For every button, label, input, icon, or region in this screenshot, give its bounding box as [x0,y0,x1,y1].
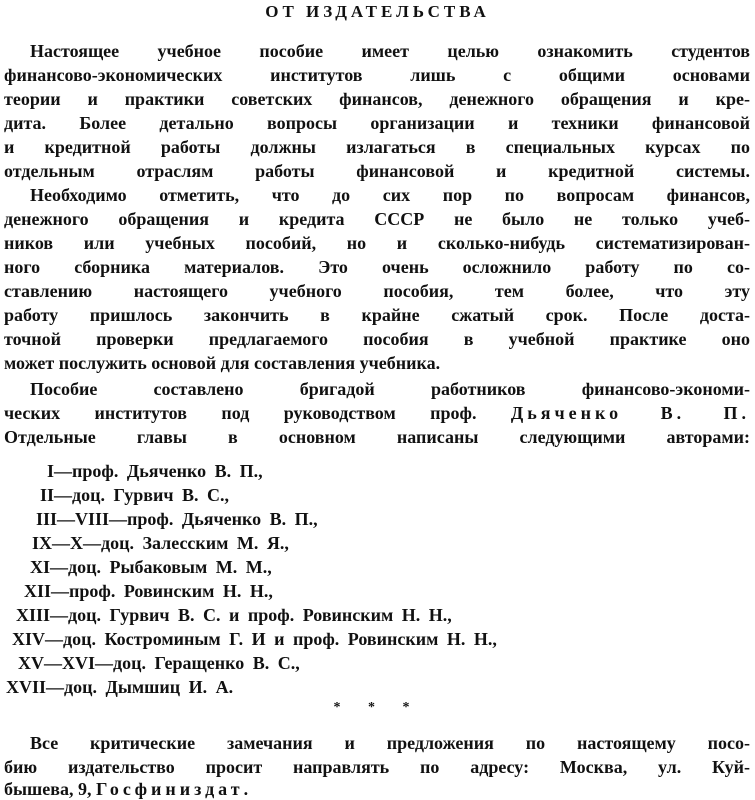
paragraph-2-line-3: ников или учебных пособий, но и сколько-нибудь систематизирован- [4,233,750,253]
page-title: ОТ ИЗДАТЕЛЬСТВА [265,2,490,21]
paragraph-1-line-1: Настоящее учебное пособие имеет целью ознакомить студентов [30,41,750,61]
paragraph-2-line-6: работу пришлось закончить в крайне сжатый срок. После доста- [4,305,750,325]
closing-line-3 [4,778,750,800]
paragraph-3-line-3: Отдельные главы в основном написаны следующими авторами: [4,427,750,447]
closing-period: . [243,779,249,799]
author-item: II—доц. Гурвич В. С., [40,485,230,505]
paragraph-1-line-3: теории и практики советских финансов, денежного обращения и кре- [4,89,750,109]
paragraph-1-line-5: и кредитной работы должны излагаться в специальных курсах по [4,137,750,157]
paragraph-1-line-6: отдельным отраслям работы финансовой и кредитной системы. [4,161,750,181]
closing-line-1: Все критические замечания и предложения по настоящему посо- [30,733,750,753]
author-item: XII—проф. Ровинским Н. Н., [24,581,273,601]
author-item: XV—XVI—доц. Геращенко В. С., [18,653,300,673]
paragraph-2-line-7: точной проверки предлагаемого пособия в учебной практике оно [4,329,750,349]
paragraph-2-line-4: ного сборника материалов. Это очень осложнило работу по со- [4,257,750,277]
paragraph-1-line-2: финансово-экономических институтов лишь с общими основами [4,65,750,85]
paragraph-2-line-2: денежного обращения и кредита СССР не было не только учеб- [4,209,750,229]
closing-address: бышева, 9, [4,779,92,799]
closing-line-2: бию издательство просит направлять по адресу: Москва, ул. Куй- [4,757,750,777]
editor-name: Дьяченко В. П. [510,403,751,423]
paragraph-2-line-5: ставлению настоящего учебного пособия, тем более, что эту [4,281,750,301]
author-item: I—проф. Дьяченко В. П., [47,461,263,481]
paragraph-2-line-8: может послужить основой для составления учебника. [4,353,441,373]
paragraph-2-line-1: Необходимо отметить, что до сих пор по вопросам финансов, [30,185,750,205]
author-item: XVII—доц. Дымшиц И. А. [6,677,234,697]
section-separator: * * * [333,700,422,715]
paragraph-1-line-4: дита. Более детально вопросы организации и техники финансовой [4,113,750,133]
author-item: XIV—доц. Костроминым Г. И и проф. Ровинским Н. Н., [12,629,497,649]
publisher-name: Госфиниздат [95,779,244,799]
author-item: XIII—доц. Гурвич В. С. и проф. Ровинским Н. Н., [16,605,452,625]
author-item: IX—X—доц. Залесским М. Я., [32,533,289,553]
author-item: III—VIII—проф. Дьяченко В. П., [36,509,318,529]
author-item: XI—доц. Рыбаковым М. М., [30,557,272,577]
paragraph-3-line-2 [4,402,750,424]
paragraph-3-line-1: Пособие составлено бригадой работников финансово-экономи- [30,379,750,399]
paragraph-3-line-2-text: ческих институтов под руководством проф. [4,403,477,423]
